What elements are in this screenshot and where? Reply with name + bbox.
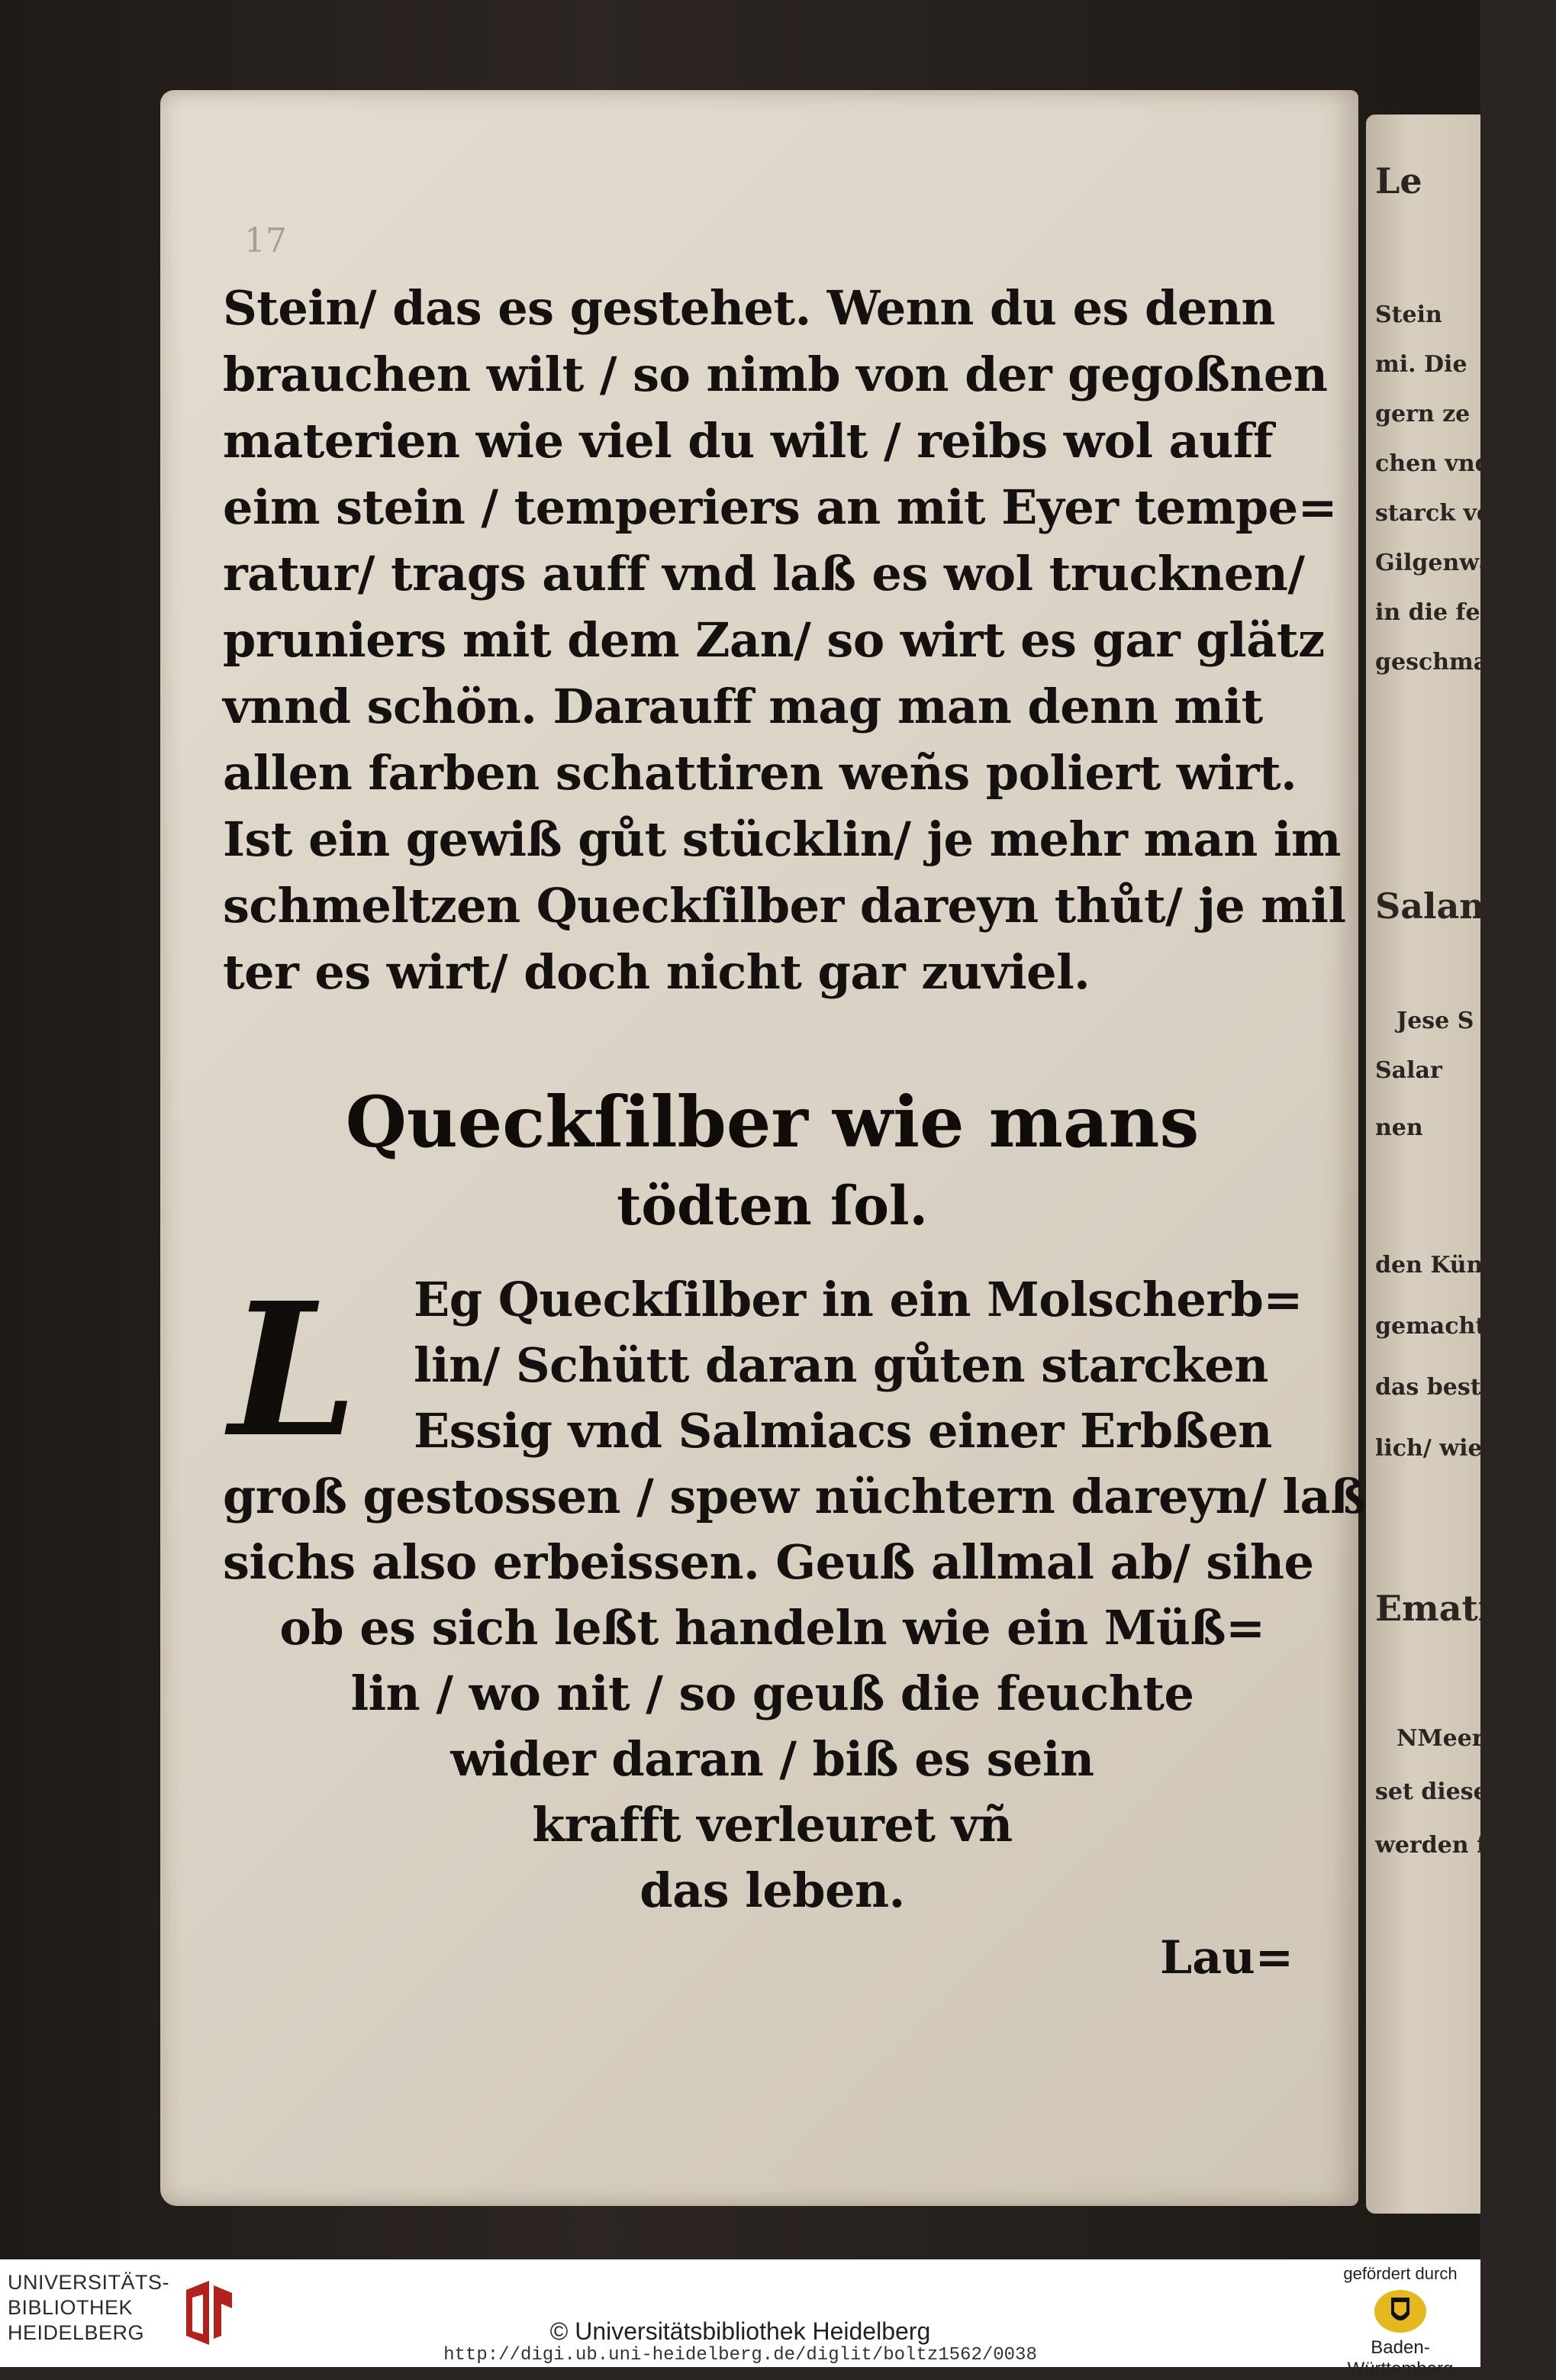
library-line: BIBLIOTHEK <box>8 2296 134 2319</box>
facing-page-fragment: Salar <box>1375 1057 1442 1084</box>
catchword: Lau= <box>1160 1931 1293 1985</box>
library-line: UNIVERSITÄTS- <box>8 2271 170 2294</box>
facing-page-fragment: das beste. J <box>1375 1374 1522 1401</box>
text-line: groß gestossen / spew nüchtern dareyn/ laß <box>223 1469 1366 1524</box>
coat-of-arms-icon <box>1373 2288 1428 2334</box>
facing-page-fragment: den Künstle <box>1375 1252 1530 1279</box>
text-line: lin/ Schütt daran gůten starcken <box>414 1337 1268 1393</box>
text-line: wider daran / biß es sein <box>450 1731 1094 1787</box>
text-line: Ist ein gewiß gůt stücklin/ je mehr man im <box>223 811 1342 867</box>
facing-page-fragment: starck verw <box>1375 500 1523 527</box>
facing-page-fragment: werden f <box>1375 1832 1487 1859</box>
facing-page-fragment: Ematit <box>1375 1588 1508 1629</box>
text-line: lin / wo nit / so geuß die feuchte <box>350 1666 1194 1721</box>
text-line: Eg Queckſilber in ein Molscherb= <box>414 1272 1303 1327</box>
text-line: Essig vnd Salmiacs einer Erbßen <box>414 1403 1272 1459</box>
text-line: krafft verleuret vñ <box>532 1797 1013 1853</box>
text-line: ob es sich leßt handeln wie ein Müß= <box>279 1600 1265 1656</box>
facing-page-fragment: geschmack. <box>1375 649 1526 676</box>
heading-line: Queckſilber wie mans <box>345 1081 1200 1163</box>
text-line: pruniers mit dem Zan/ so wirt es gar glätz <box>223 612 1325 668</box>
text-line: Stein/ das es gestehet. Wenn du es denn <box>223 280 1275 336</box>
facing-page-edge <box>1366 114 1556 2214</box>
text-line: sichs also erbeissen. Geuß allmal ab/ sihe <box>223 1534 1314 1590</box>
recipe-text <box>223 1263 1366 1924</box>
facing-page-fragment: in die ferblin <box>1375 599 1542 626</box>
folio-number: 17 <box>244 221 287 260</box>
source-url-link[interactable]: http://digi.ub.uni-heidelberg.de/diglit/boltz1562/0038 <box>443 2345 1037 2365</box>
facing-page-fragment: mi. Die <box>1375 351 1467 378</box>
facing-page-fragment: gemacht/ da <box>1375 1313 1533 1340</box>
text-line: eim stein / temperiers an mit Eyer tempe= <box>223 479 1338 535</box>
body-text <box>223 275 1346 1005</box>
facing-page-fragment: Stein <box>1375 302 1442 328</box>
facing-page-fragment: nen <box>1375 1114 1423 1141</box>
text-line: ter es wirt/ doch nicht gar zuviel. <box>223 944 1090 1000</box>
funder-name: Baden-Württemberg <box>1347 2337 1454 2379</box>
text-line: das leben. <box>639 1862 905 1918</box>
text-line: brauchen wilt / so nimb von der gegoßnen <box>223 347 1328 402</box>
facing-page-fragment: gern ze <box>1375 401 1471 427</box>
text-line: vnnd schön. Darauff mag man denn mit <box>223 679 1263 734</box>
heading-line: tödten ſol. <box>617 1174 928 1237</box>
text-line: materien wie viel du wilt / reibs wol auff <box>223 413 1274 469</box>
section-heading <box>223 1076 1322 1244</box>
facing-page-fragment: lich/ wie du in <box>1375 1435 1556 1462</box>
facing-page-fragment: Le <box>1375 160 1422 202</box>
facing-page-fragment: set dieser <box>1375 1779 1500 1805</box>
text-line: allen farben schattiren weñs poliert wirt. <box>223 745 1297 801</box>
facing-page-fragment: chen vnder <box>1375 450 1518 477</box>
facing-page-fragment: Jese S <box>1397 1008 1474 1034</box>
library-line: HEIDELBERG <box>8 2321 145 2344</box>
funder-block <box>1320 2264 1480 2380</box>
facing-page-fragment: Salam <box>1375 885 1496 927</box>
funded-by-label: gefördert durch <box>1343 2264 1458 2283</box>
text-line: ratur/ trags auff vnd laß es wol trucknen/ <box>223 546 1305 601</box>
text-line: schmeltzen Queckſilber dareyn thůt/ je mil <box>223 878 1346 934</box>
copyright-text: © Universitätsbibliothek Heidelberg <box>549 2317 931 2345</box>
facing-page-fragment: Gilgenwas <box>1375 550 1507 576</box>
decorated-initial: L <box>229 1263 358 1478</box>
facing-page-fragment: NMeer <box>1397 1725 1484 1752</box>
